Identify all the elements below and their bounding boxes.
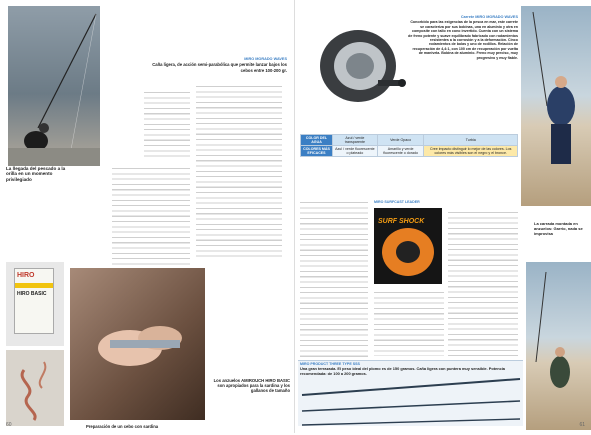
worm-illustration (6, 350, 64, 426)
table-cell: Azul / verde fluorescente o plateado (333, 146, 378, 157)
table-cell: Amarillo y verde fluorescente o dorado (377, 146, 424, 157)
surf-angler-photo (521, 6, 591, 206)
angler-rod-photo (8, 6, 100, 166)
reel-illustration (308, 18, 408, 118)
color-table (300, 134, 518, 157)
left-body-col-3 (144, 90, 190, 160)
table-cell: Cree impacto distinguir lo mejor de las colores. Los colores más visibles son el negro y el bronce. (424, 146, 518, 157)
rod-product-label: MIRO PRODUCT THREE TYPE SSS (300, 362, 360, 366)
hook-package-photo (6, 262, 64, 346)
right-body-col-2 (374, 290, 444, 356)
hook-package (14, 268, 54, 334)
hook-brand: HIRO (17, 272, 35, 279)
table-cell: COLORES MÁS EFICACES (301, 146, 333, 157)
table-cell: COLOR DEL AGUA (301, 135, 333, 146)
bait-photo (6, 350, 64, 426)
beach-angler-illustration (526, 262, 591, 430)
left-body-col-2 (196, 84, 282, 258)
body-lines-3 (144, 90, 190, 160)
body-lines-1 (112, 166, 190, 284)
surf-angler-illustration (521, 6, 591, 206)
intro-label: MIRO MORADO WAVES (244, 57, 287, 61)
box-caption: Los anzuelos AMIROUCH HIRO BASIC son apropiados para la sardina y los gallanos de tamaño (213, 378, 290, 394)
body-lines-5 (374, 290, 444, 356)
reel-label: Carrete MIRO MORADO WAVES (460, 15, 518, 19)
intro-text: Caña ligera, de acción semi-parabólica que permite lanzar bajos los cebos entre 100-200 gr. (152, 62, 287, 73)
rod-product-section (298, 360, 523, 426)
hands-bait-illustration (70, 268, 205, 420)
table-row (301, 135, 518, 146)
left-body-col-1 (112, 166, 190, 284)
table-cell: Verde Opaco (377, 135, 424, 146)
rod-product-text: Una gran terrazada. El peso ideal del plomo es de 150 gramos. Caña ligera con puntera muy sensible. Potencia recomendada: de 100 a 200 gramos. (300, 366, 505, 376)
left-page-number: 60 (6, 422, 12, 428)
table-cell: Azul / verde transparente (333, 135, 378, 146)
hook-product: HIRO BASIC (17, 291, 47, 297)
body-lines-6 (448, 210, 518, 356)
hook-stripe (15, 283, 53, 288)
surf-shock-photo (374, 200, 442, 284)
reel-block (408, 14, 518, 60)
rod-illustration (298, 375, 523, 435)
bait-prep-photo (70, 268, 205, 420)
surf-shock-label: MIRO SURFCAST LEADER (374, 200, 420, 204)
rod-caption: La llegada del pescado a la orilla en un momento privilegiado (6, 166, 66, 182)
angler-caption: La carrada montada en anzuelos: Garrio, nada se improvisa (534, 221, 583, 236)
table-cell: Turbia (424, 135, 518, 146)
right-page-number: 61 (579, 422, 585, 428)
left-page (0, 0, 295, 433)
right-page (296, 0, 591, 433)
bait-caption: Preparación de un cebo con sardina (86, 424, 159, 429)
intro-block (142, 56, 287, 73)
reel-text: Concebido para las exigencias de la pesca en mar, este carrete se caracteriza por sus bobinas, una en aluminio y otra en composite con tallo en cono invertido. Cuenta con un sistema de freno potente y suave equilibrado fabricado con rodamientos resistentes a la corrosión y a la deformación. Cinco rodamientos de bolas y uno de rodillos. Relación de recuperación de 4,4:1, con 100 cm de recuperación por vuelta de manivela. Bobina de aluminio. Freno muy preciso, muy progresivo y muy fiable. (408, 20, 518, 60)
surf-shock-brand: SURF SHOCK (378, 218, 425, 225)
table-row (301, 146, 518, 157)
reel-photo (308, 18, 408, 118)
right-body-col-3 (448, 210, 518, 356)
beach-photo (526, 262, 591, 430)
right-body-col-1 (300, 200, 368, 358)
body-lines-2 (196, 84, 282, 258)
body-lines-4 (300, 200, 368, 358)
angler-rod-illustration (8, 6, 100, 166)
